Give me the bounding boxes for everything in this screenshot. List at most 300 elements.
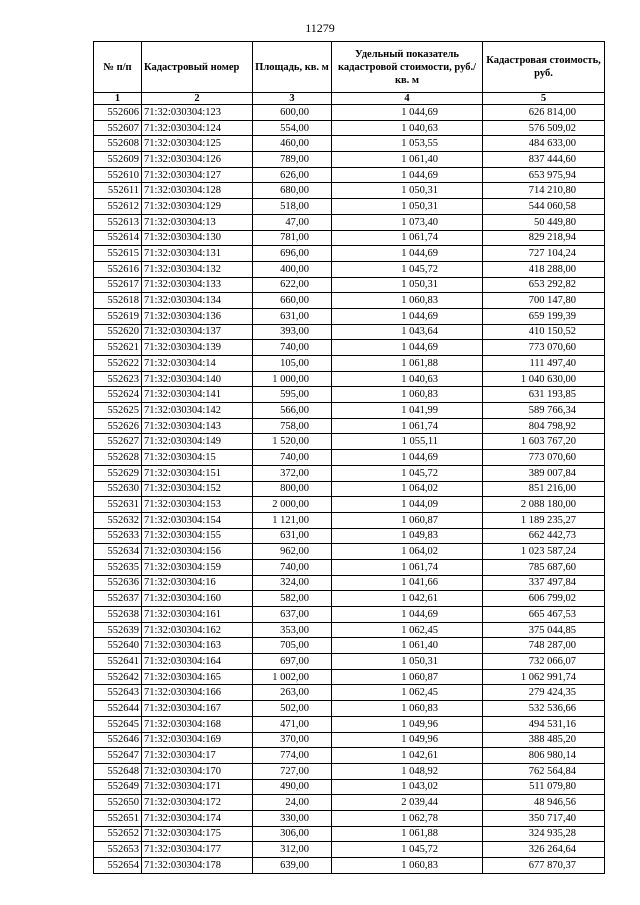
table-row <box>94 246 605 262</box>
cadastral-number-cell: 71:32:030304:128 <box>142 183 253 199</box>
row-number-cell: 552614 <box>94 230 142 246</box>
rate-cell: 1 041,99 <box>332 403 483 419</box>
row-number-cell: 552636 <box>94 575 142 591</box>
table-row <box>94 308 605 324</box>
area-cell: 781,00 <box>253 230 332 246</box>
rate-cell: 1 043,64 <box>332 324 483 340</box>
row-number-cell: 552653 <box>94 842 142 858</box>
table-row <box>94 528 605 544</box>
row-number-cell: 552627 <box>94 434 142 450</box>
row-number-cell: 552624 <box>94 387 142 403</box>
cadastral-number-cell: 71:32:030304:14 <box>142 356 253 372</box>
cadastral-number-cell: 71:32:030304:134 <box>142 293 253 309</box>
row-number-cell: 552622 <box>94 356 142 372</box>
cost-cell: 773 070,60 <box>483 340 605 356</box>
row-number-cell: 552647 <box>94 748 142 764</box>
cadastral-number-cell: 71:32:030304:133 <box>142 277 253 293</box>
area-cell: 372,00 <box>253 465 332 481</box>
rate-cell: 1 050,31 <box>332 199 483 215</box>
cost-cell: 631 193,85 <box>483 387 605 403</box>
header-area: Площадь, кв. м <box>253 42 332 93</box>
cadastral-number-cell: 71:32:030304:143 <box>142 418 253 434</box>
rate-cell: 1 062,45 <box>332 622 483 638</box>
table-row <box>94 591 605 607</box>
area-cell: 962,00 <box>253 544 332 560</box>
rate-cell: 1 048,92 <box>332 763 483 779</box>
table-row <box>94 230 605 246</box>
table-row <box>94 575 605 591</box>
cost-cell: 662 442,73 <box>483 528 605 544</box>
row-number-cell: 552620 <box>94 324 142 340</box>
area-cell: 705,00 <box>253 638 332 654</box>
area-cell: 697,00 <box>253 654 332 670</box>
cost-cell: 626 814,00 <box>483 105 605 121</box>
table-row <box>94 481 605 497</box>
cost-cell: 544 060,58 <box>483 199 605 215</box>
rate-cell: 1 043,02 <box>332 779 483 795</box>
cadastral-number-cell: 71:32:030304:170 <box>142 763 253 779</box>
cost-cell: 714 210,80 <box>483 183 605 199</box>
cost-cell: 324 935,28 <box>483 826 605 842</box>
table-row <box>94 826 605 842</box>
area-cell: 740,00 <box>253 340 332 356</box>
row-number-cell: 552618 <box>94 293 142 309</box>
rate-cell: 1 044,69 <box>332 308 483 324</box>
cadastral-number-cell: 71:32:030304:162 <box>142 622 253 638</box>
header-cadastral-number: Кадастровый номер <box>142 42 253 93</box>
area-cell: 490,00 <box>253 779 332 795</box>
cadastral-number-cell: 71:32:030304:139 <box>142 340 253 356</box>
area-cell: 631,00 <box>253 528 332 544</box>
cadastral-number-cell: 71:32:030304:177 <box>142 842 253 858</box>
rate-cell: 1 050,31 <box>332 277 483 293</box>
row-number-cell: 552608 <box>94 136 142 152</box>
cadastral-number-cell: 71:32:030304:149 <box>142 434 253 450</box>
area-cell: 24,00 <box>253 795 332 811</box>
cadastral-number-cell: 71:32:030304:124 <box>142 120 253 136</box>
table-row <box>94 559 605 575</box>
area-cell: 105,00 <box>253 356 332 372</box>
cadastral-number-cell: 71:32:030304:178 <box>142 858 253 874</box>
cost-cell: 388 485,20 <box>483 732 605 748</box>
area-cell: 631,00 <box>253 308 332 324</box>
row-number-cell: 552652 <box>94 826 142 842</box>
table-row <box>94 544 605 560</box>
row-number-cell: 552646 <box>94 732 142 748</box>
cadastral-number-cell: 71:32:030304:155 <box>142 528 253 544</box>
table-row <box>94 293 605 309</box>
cost-cell: 279 424,35 <box>483 685 605 701</box>
cost-cell: 576 509,02 <box>483 120 605 136</box>
cost-cell: 48 946,56 <box>483 795 605 811</box>
rate-cell: 1 041,66 <box>332 575 483 591</box>
cost-cell: 851 216,00 <box>483 481 605 497</box>
row-number-cell: 552635 <box>94 559 142 575</box>
row-number-cell: 552611 <box>94 183 142 199</box>
row-number-cell: 552610 <box>94 167 142 183</box>
row-number-cell: 552629 <box>94 465 142 481</box>
cost-cell: 677 870,37 <box>483 858 605 874</box>
cadastral-number-cell: 71:32:030304:126 <box>142 152 253 168</box>
area-cell: 263,00 <box>253 685 332 701</box>
table-row <box>94 607 605 623</box>
cadastral-number-cell: 71:32:030304:156 <box>142 544 253 560</box>
cost-cell: 326 264,64 <box>483 842 605 858</box>
header-num: № п/п <box>94 42 142 93</box>
rate-cell: 1 061,40 <box>332 638 483 654</box>
row-number-cell: 552654 <box>94 858 142 874</box>
cadastral-number-cell: 71:32:030304:132 <box>142 261 253 277</box>
cost-cell: 1 603 767,20 <box>483 434 605 450</box>
area-cell: 460,00 <box>253 136 332 152</box>
area-cell: 637,00 <box>253 607 332 623</box>
table-row <box>94 340 605 356</box>
area-cell: 471,00 <box>253 716 332 732</box>
rate-cell: 1 044,09 <box>332 497 483 513</box>
cadastral-number-cell: 71:32:030304:159 <box>142 559 253 575</box>
row-number-cell: 552615 <box>94 246 142 262</box>
area-cell: 400,00 <box>253 261 332 277</box>
cadastral-number-cell: 71:32:030304:125 <box>142 136 253 152</box>
table-row <box>94 465 605 481</box>
table-row <box>94 105 605 121</box>
cost-cell: 1 040 630,00 <box>483 371 605 387</box>
rate-cell: 1 040,63 <box>332 371 483 387</box>
row-number-cell: 552619 <box>94 308 142 324</box>
cost-cell: 785 687,60 <box>483 559 605 575</box>
table-row <box>94 622 605 638</box>
cost-cell: 532 536,66 <box>483 701 605 717</box>
row-number-cell: 552630 <box>94 481 142 497</box>
rate-cell: 1 064,02 <box>332 481 483 497</box>
rate-cell: 1 061,74 <box>332 230 483 246</box>
table-row <box>94 371 605 387</box>
cadastral-number-cell: 71:32:030304:169 <box>142 732 253 748</box>
area-cell: 582,00 <box>253 591 332 607</box>
row-number-cell: 552625 <box>94 403 142 419</box>
area-cell: 324,00 <box>253 575 332 591</box>
row-number-cell: 552616 <box>94 261 142 277</box>
cost-cell: 375 044,85 <box>483 622 605 638</box>
cost-cell: 1 023 587,24 <box>483 544 605 560</box>
area-cell: 680,00 <box>253 183 332 199</box>
cadastral-number-cell: 71:32:030304:137 <box>142 324 253 340</box>
row-number-cell: 552644 <box>94 701 142 717</box>
cost-cell: 732 066,07 <box>483 654 605 670</box>
rate-cell: 1 044,69 <box>332 607 483 623</box>
area-cell: 312,00 <box>253 842 332 858</box>
row-number-cell: 552612 <box>94 199 142 215</box>
row-number-cell: 552626 <box>94 418 142 434</box>
table-row <box>94 199 605 215</box>
table-row <box>94 795 605 811</box>
row-number-cell: 552645 <box>94 716 142 732</box>
area-cell: 740,00 <box>253 450 332 466</box>
area-cell: 518,00 <box>253 199 332 215</box>
column-number: 3 <box>253 93 332 105</box>
cadastral-number-cell: 71:32:030304:140 <box>142 371 253 387</box>
rate-cell: 1 050,31 <box>332 654 483 670</box>
table-row <box>94 638 605 654</box>
rate-cell: 1 045,72 <box>332 465 483 481</box>
column-number: 4 <box>332 93 483 105</box>
cadastral-value-table <box>93 41 605 874</box>
table-body <box>94 105 605 874</box>
cost-cell: 659 199,39 <box>483 308 605 324</box>
table-row <box>94 701 605 717</box>
cost-cell: 748 287,00 <box>483 638 605 654</box>
cadastral-number-cell: 71:32:030304:161 <box>142 607 253 623</box>
cadastral-number-cell: 71:32:030304:166 <box>142 685 253 701</box>
table-row <box>94 497 605 513</box>
area-cell: 740,00 <box>253 559 332 575</box>
cost-cell: 418 288,00 <box>483 261 605 277</box>
row-number-cell: 552650 <box>94 795 142 811</box>
table-row <box>94 779 605 795</box>
table-row <box>94 387 605 403</box>
rate-cell: 1 042,61 <box>332 591 483 607</box>
area-cell: 1 002,00 <box>253 669 332 685</box>
cost-cell: 837 444,60 <box>483 152 605 168</box>
rate-cell: 1 061,40 <box>332 152 483 168</box>
row-number-cell: 552639 <box>94 622 142 638</box>
rate-cell: 1 042,61 <box>332 748 483 764</box>
rate-cell: 1 060,83 <box>332 293 483 309</box>
cost-cell: 350 717,40 <box>483 810 605 826</box>
row-number-cell: 552649 <box>94 779 142 795</box>
cost-cell: 484 633,00 <box>483 136 605 152</box>
cadastral-number-cell: 71:32:030304:17 <box>142 748 253 764</box>
rate-cell: 1 062,45 <box>332 685 483 701</box>
area-cell: 600,00 <box>253 105 332 121</box>
cost-cell: 389 007,84 <box>483 465 605 481</box>
rate-cell: 1 061,88 <box>332 826 483 842</box>
table-row <box>94 763 605 779</box>
area-cell: 660,00 <box>253 293 332 309</box>
table-row <box>94 152 605 168</box>
rate-cell: 1 060,87 <box>332 512 483 528</box>
rate-cell: 1 044,69 <box>332 105 483 121</box>
cadastral-number-cell: 71:32:030304:168 <box>142 716 253 732</box>
cadastral-number-cell: 71:32:030304:130 <box>142 230 253 246</box>
row-number-cell: 552606 <box>94 105 142 121</box>
table-row <box>94 167 605 183</box>
area-cell: 696,00 <box>253 246 332 262</box>
area-cell: 47,00 <box>253 214 332 230</box>
cost-cell: 773 070,60 <box>483 450 605 466</box>
cost-cell: 337 497,84 <box>483 575 605 591</box>
area-cell: 566,00 <box>253 403 332 419</box>
cadastral-number-cell: 71:32:030304:13 <box>142 214 253 230</box>
table-row <box>94 324 605 340</box>
area-cell: 774,00 <box>253 748 332 764</box>
rate-cell: 1 053,55 <box>332 136 483 152</box>
cadastral-number-cell: 71:32:030304:153 <box>142 497 253 513</box>
table-row <box>94 418 605 434</box>
table-row <box>94 654 605 670</box>
header-rate: Удельный показатель кадастровой стоимости, руб./кв. м <box>332 42 483 93</box>
area-cell: 727,00 <box>253 763 332 779</box>
table-row <box>94 685 605 701</box>
row-number-cell: 552621 <box>94 340 142 356</box>
rate-cell: 1 061,88 <box>332 356 483 372</box>
cadastral-number-cell: 71:32:030304:163 <box>142 638 253 654</box>
cost-cell: 2 088 180,00 <box>483 497 605 513</box>
row-number-cell: 552609 <box>94 152 142 168</box>
area-cell: 639,00 <box>253 858 332 874</box>
cost-cell: 653 975,94 <box>483 167 605 183</box>
cadastral-number-cell: 71:32:030304:164 <box>142 654 253 670</box>
rate-cell: 1 064,02 <box>332 544 483 560</box>
cadastral-number-cell: 71:32:030304:151 <box>142 465 253 481</box>
cadastral-number-cell: 71:32:030304:131 <box>142 246 253 262</box>
cadastral-number-cell: 71:32:030304:141 <box>142 387 253 403</box>
cost-cell: 410 150,52 <box>483 324 605 340</box>
row-number-cell: 552638 <box>94 607 142 623</box>
rate-cell: 1 044,69 <box>332 450 483 466</box>
rate-cell: 1 061,74 <box>332 418 483 434</box>
rate-cell: 1 044,69 <box>332 246 483 262</box>
row-number-cell: 552632 <box>94 512 142 528</box>
cost-cell: 665 467,53 <box>483 607 605 623</box>
table-row <box>94 120 605 136</box>
page-number: 11279 <box>305 21 335 35</box>
rate-cell: 1 045,72 <box>332 261 483 277</box>
cadastral-number-cell: 71:32:030304:160 <box>142 591 253 607</box>
rate-cell: 2 039,44 <box>332 795 483 811</box>
table-row <box>94 858 605 874</box>
row-number-cell: 552641 <box>94 654 142 670</box>
cost-cell: 804 798,92 <box>483 418 605 434</box>
cadastral-number-cell: 71:32:030304:123 <box>142 105 253 121</box>
table-row <box>94 214 605 230</box>
rate-cell: 1 055,11 <box>332 434 483 450</box>
cadastral-number-cell: 71:32:030304:171 <box>142 779 253 795</box>
cost-cell: 762 564,84 <box>483 763 605 779</box>
cost-cell: 727 104,24 <box>483 246 605 262</box>
cost-cell: 1 189 235,27 <box>483 512 605 528</box>
rate-cell: 1 061,74 <box>332 559 483 575</box>
rate-cell: 1 060,87 <box>332 669 483 685</box>
table-row <box>94 136 605 152</box>
cadastral-number-cell: 71:32:030304:165 <box>142 669 253 685</box>
rate-cell: 1 050,31 <box>332 183 483 199</box>
cadastral-number-cell: 71:32:030304:174 <box>142 810 253 826</box>
table-row <box>94 810 605 826</box>
cadastral-number-cell: 71:32:030304:152 <box>142 481 253 497</box>
cost-cell: 806 980,14 <box>483 748 605 764</box>
rate-cell: 1 060,83 <box>332 387 483 403</box>
cadastral-number-cell: 71:32:030304:15 <box>142 450 253 466</box>
table-row <box>94 183 605 199</box>
cost-cell: 700 147,80 <box>483 293 605 309</box>
column-number: 2 <box>142 93 253 105</box>
row-number-cell: 552634 <box>94 544 142 560</box>
table-row <box>94 512 605 528</box>
row-number-cell: 552613 <box>94 214 142 230</box>
row-number-cell: 552651 <box>94 810 142 826</box>
row-number-cell: 552637 <box>94 591 142 607</box>
row-number-cell: 552628 <box>94 450 142 466</box>
area-cell: 353,00 <box>253 622 332 638</box>
row-number-cell: 552642 <box>94 669 142 685</box>
area-cell: 800,00 <box>253 481 332 497</box>
table-row <box>94 261 605 277</box>
cost-cell: 829 218,94 <box>483 230 605 246</box>
rate-cell: 1 049,83 <box>332 528 483 544</box>
rate-cell: 1 040,63 <box>332 120 483 136</box>
cadastral-number-cell: 71:32:030304:154 <box>142 512 253 528</box>
row-number-cell: 552648 <box>94 763 142 779</box>
table-row <box>94 450 605 466</box>
cost-cell: 50 449,80 <box>483 214 605 230</box>
rate-cell: 1 060,83 <box>332 701 483 717</box>
area-cell: 330,00 <box>253 810 332 826</box>
table-row <box>94 732 605 748</box>
area-cell: 758,00 <box>253 418 332 434</box>
area-cell: 370,00 <box>253 732 332 748</box>
rate-cell: 1 044,69 <box>332 340 483 356</box>
header-cost: Кадастровая стоимость, руб. <box>483 42 605 93</box>
row-number-cell: 552617 <box>94 277 142 293</box>
table-header-row <box>94 42 605 93</box>
cost-cell: 653 292,82 <box>483 277 605 293</box>
area-cell: 554,00 <box>253 120 332 136</box>
column-number: 1 <box>94 93 142 105</box>
cadastral-number-cell: 71:32:030304:175 <box>142 826 253 842</box>
area-cell: 595,00 <box>253 387 332 403</box>
area-cell: 1 000,00 <box>253 371 332 387</box>
rate-cell: 1 045,72 <box>332 842 483 858</box>
cadastral-number-cell: 71:32:030304:167 <box>142 701 253 717</box>
table-row <box>94 277 605 293</box>
table-row <box>94 434 605 450</box>
cost-cell: 606 799,02 <box>483 591 605 607</box>
table-row <box>94 403 605 419</box>
table-row <box>94 748 605 764</box>
table-row <box>94 716 605 732</box>
cost-cell: 494 531,16 <box>483 716 605 732</box>
row-number-cell: 552633 <box>94 528 142 544</box>
area-cell: 306,00 <box>253 826 332 842</box>
cadastral-number-cell: 71:32:030304:127 <box>142 167 253 183</box>
area-cell: 789,00 <box>253 152 332 168</box>
rate-cell: 1 044,69 <box>332 167 483 183</box>
area-cell: 502,00 <box>253 701 332 717</box>
table-row <box>94 356 605 372</box>
rate-cell: 1 060,83 <box>332 858 483 874</box>
row-number-cell: 552623 <box>94 371 142 387</box>
table-row <box>94 669 605 685</box>
cadastral-number-cell: 71:32:030304:172 <box>142 795 253 811</box>
cost-cell: 589 766,34 <box>483 403 605 419</box>
cost-cell: 111 497,40 <box>483 356 605 372</box>
table-row <box>94 842 605 858</box>
area-cell: 1 121,00 <box>253 512 332 528</box>
area-cell: 393,00 <box>253 324 332 340</box>
rate-cell: 1 062,78 <box>332 810 483 826</box>
rate-cell: 1 049,96 <box>332 716 483 732</box>
row-number-cell: 552643 <box>94 685 142 701</box>
cost-cell: 1 062 991,74 <box>483 669 605 685</box>
rate-cell: 1 049,96 <box>332 732 483 748</box>
column-number: 5 <box>483 93 605 105</box>
rate-cell: 1 073,40 <box>332 214 483 230</box>
column-number-row <box>94 93 605 105</box>
area-cell: 626,00 <box>253 167 332 183</box>
cadastral-number-cell: 71:32:030304:129 <box>142 199 253 215</box>
row-number-cell: 552631 <box>94 497 142 513</box>
